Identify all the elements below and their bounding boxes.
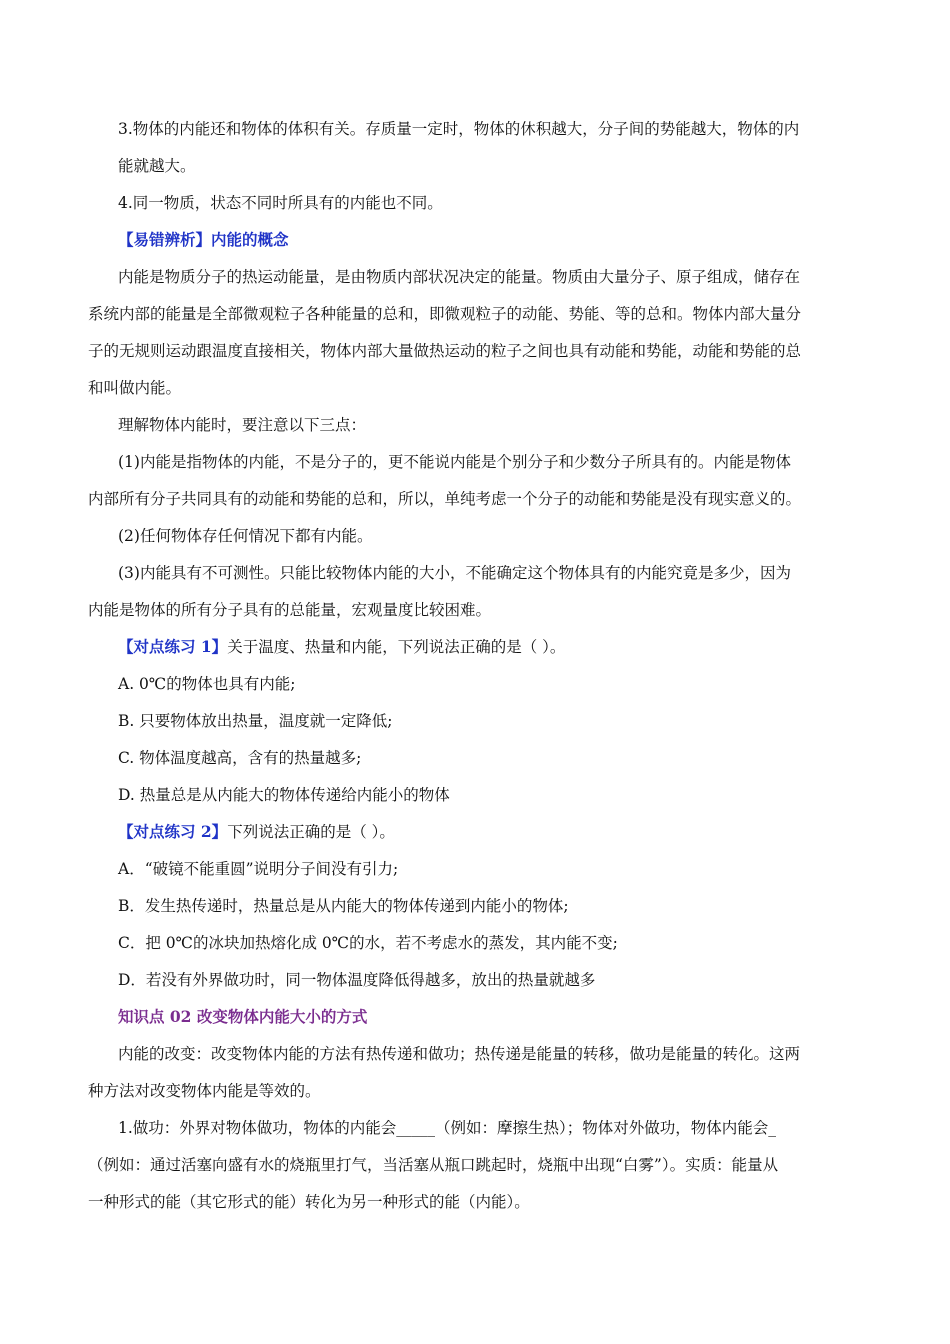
exercise-1-question (118, 636, 565, 658)
paragraph-line: 内能的改变：改变物体内能的方法有热传递和做功；热传递是能量的转移，做功是能量的转化。这两 (118, 1045, 801, 1063)
option-a: A. 0℃的物体也具有内能; (118, 675, 296, 693)
paragraph-line: 4.同一物质，状态不同时所具有的内能也不同。 (118, 194, 443, 212)
exercise-2-question (118, 821, 395, 843)
section-heading: 【易错辨析】内能的概念 (118, 230, 289, 249)
paragraph-line: 内能是物体的所有分子具有的总能量，宏观量度比较困难。 (88, 601, 492, 619)
paragraph-line: (2)任何物体存任何情况下都有内能。 (118, 527, 373, 545)
paragraph-line: 种方法对改变物体内能是等效的。 (88, 1082, 321, 1100)
paragraph-line: 1.做功：外界对物体做功，物体的内能会_____（例如：摩擦生热）；物体对外做功，物体内能会_ (118, 1119, 777, 1137)
paragraph-line: 内部所有分子共同具有的动能和势能的总和，所以，单纯考虑一个分子的动能和势能是没有现实意义的。 (88, 490, 802, 508)
paragraph-line: 能就越大。 (118, 157, 196, 175)
paragraph-line: 内能是物质分子的热运动能量，是由物质内部状况决定的能量。物质由大量分子、原子组成，储存在 (118, 268, 801, 286)
question-text: 关于温度、热量和内能，下列说法正确的是（ ）。 (227, 638, 566, 656)
option-c: C. 物体温度越高，含有的热量越多; (118, 749, 362, 767)
option-d: D. 热量总是从内能大的物体传递给内能小的物体 (118, 786, 450, 804)
paragraph-line: (3)内能具有不可测性。只能比较物体内能的大小，不能确定这个物体具有的内能究竟是多少，因为 (118, 564, 791, 582)
paragraph-line: （例如：通过活塞向盛有水的烧瓶里打气，当活塞从瓶口跳起时，烧瓶中出现“白雾”）。实质：能量从 (88, 1156, 779, 1174)
option-b: B．发生热传递时，热量总是从内能大的物体传递到内能小的物体; (118, 897, 569, 915)
option-a: A．“破镜不能重圆”说明分子间没有引力; (118, 860, 399, 878)
section-heading: 知识点 02 改变物体内能大小的方式 (118, 1007, 368, 1026)
exercise-label: 【对点练习 2】 (118, 822, 228, 841)
paragraph-line: 理解物体内能时，要注意以下三点： (118, 416, 367, 434)
paragraph-line: 子的无规则运动跟温度直接相关，物体内部大量做热运动的粒子之间也具有动能和势能，动能和势能的总 (88, 342, 802, 360)
paragraph-line: 3.物体的内能还和物体的体积有关。存质量一定时，物体的休积越大，分子间的势能越大，物体的内 (118, 120, 800, 138)
option-c: C．把 0℃的冰块加热熔化成 0℃的水，若不考虑水的蒸发，其内能不变; (118, 934, 618, 952)
exercise-label: 【对点练习 1】 (118, 637, 228, 656)
paragraph-line: (1)内能是指物体的内能，不是分子的，更不能说内能是个别分子和少数分子所具有的。内能是物体 (118, 453, 791, 471)
paragraph-line: 和叫做内能。 (88, 379, 182, 397)
paragraph-line: 系统内部的能量是全部微观粒子各种能量的总和，即微观粒子的动能、势能、等的总和。物体内部大量分 (88, 305, 802, 323)
option-b: B. 只要物体放出热量，温度就一定降低; (118, 712, 393, 730)
paragraph-line: 一种形式的能（其它形式的能）转化为另一种形式的能（内能）。 (88, 1193, 530, 1211)
question-text: 下列说法正确的是（ ）。 (227, 823, 395, 841)
option-d: D．若没有外界做功时，同一物体温度降低得越多，放出的热量就越多 (118, 971, 596, 989)
